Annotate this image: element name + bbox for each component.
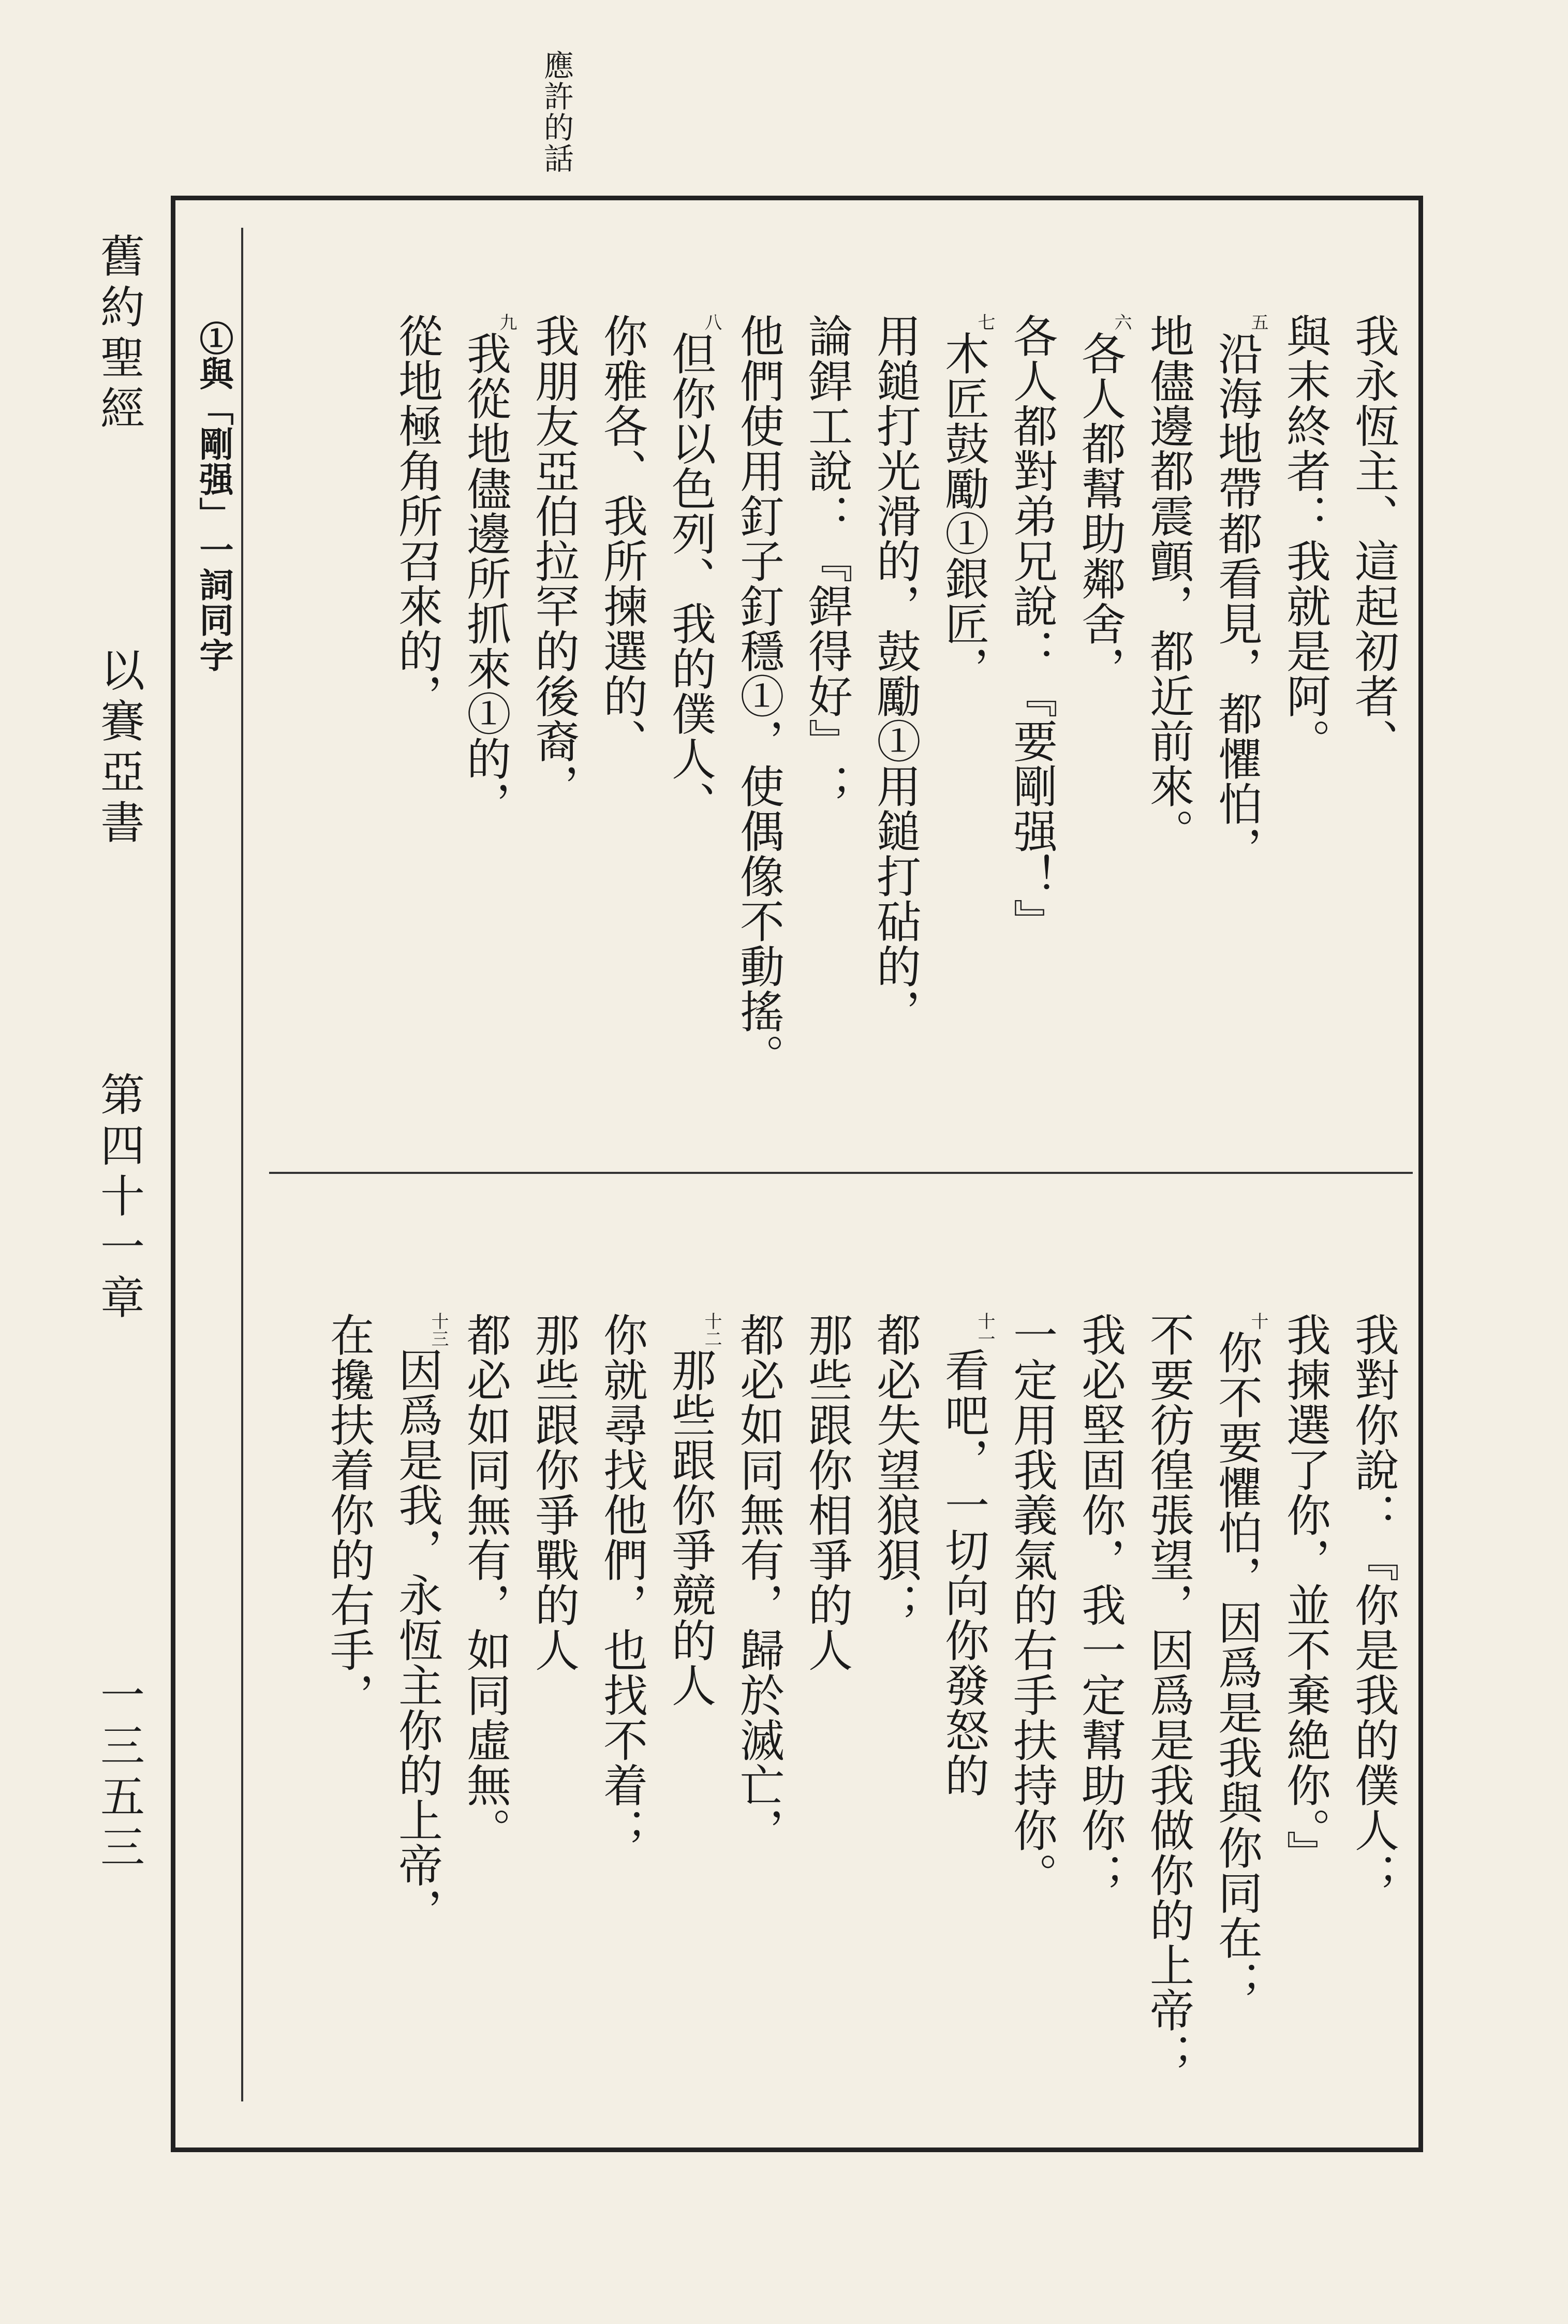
- verse-line: 七木匠鼓勵①銀匠，: [937, 313, 995, 691]
- verse-line: 都必如同無有，如同虛無。: [459, 1312, 511, 1852]
- chapter-label: 第四十一章: [93, 1071, 144, 1325]
- footnote: ①與「剛强」一詞同字: [194, 321, 234, 673]
- verse-line: 十三因爲是我，永恆主你的上帝，: [391, 1312, 449, 1933]
- verse-line: 都必如同無有，歸於滅亡，: [732, 1312, 784, 1852]
- verse-line: 論銲工說：『銲得好』；: [801, 313, 852, 808]
- verse-line: 一定用我義氣的右手扶持你。: [1005, 1312, 1057, 1898]
- section-divider: [269, 1172, 1413, 1174]
- verse-line: 那些跟你相爭的人: [801, 1312, 852, 1672]
- verse-line: 十你不要懼怕，因爲是我與你同在；: [1210, 1312, 1268, 2005]
- verse-line: 我永恆主、這起初者、: [1347, 313, 1399, 763]
- verse-line: 地儘邊都震顫，都近前來。: [1142, 313, 1194, 854]
- verse-line: 你就尋找他們，也找不着；: [596, 1312, 647, 1852]
- verse-line: 從地極角所召來的，: [391, 313, 442, 718]
- verse-line: 與末終者：我就是阿。: [1279, 313, 1330, 763]
- verse-line: 不要彷徨張望，因爲是我做你的上帝；: [1142, 1312, 1194, 2078]
- page-number: 一三五三: [93, 1672, 144, 1875]
- book-title: 舊約聖經: [93, 233, 144, 436]
- verse-line: 都必失望狼狽；: [869, 1312, 921, 1627]
- verse-line: 我朋友亞伯拉罕的後裔，: [527, 313, 579, 808]
- verse-line: 你雅各、我所揀選的、: [596, 313, 647, 763]
- verse-line: 八但你以色列、我的僕人、: [664, 313, 722, 826]
- book-name: 以賽亞書: [93, 647, 144, 850]
- verse-line: 六各人都幫助鄰舍，: [1074, 313, 1132, 691]
- running-head: 應許的話: [539, 50, 574, 174]
- verse-line: 我對你說：『你是我的僕人；: [1347, 1312, 1399, 1898]
- verse-line: 我揀選了你，並不棄絶你。』: [1279, 1312, 1330, 1875]
- verse-line: 在攙扶着你的右手，: [322, 1312, 374, 1717]
- verse-line: 五沿海地帶都看見，都懼怕，: [1210, 313, 1268, 871]
- verse-line: 十一看吧，一切向你發怒的: [937, 1312, 995, 1798]
- verse-line: 用鎚打光滑的，鼓勵①用鎚打砧的，: [869, 313, 921, 1034]
- verse-line: 我必堅固你，我一定幫助你；: [1074, 1312, 1126, 1898]
- verse-line: 那些跟你爭戰的人: [527, 1312, 579, 1672]
- verse-line: 各人都對弟兄說：『要剛强！』: [1005, 313, 1057, 944]
- footnote-divider: [241, 228, 243, 2101]
- verse-line: 九我從地儘邊所抓來①的，: [459, 313, 517, 826]
- verse-line: 他們使用釘子釘穩①，使偶像不動搖。: [732, 313, 784, 1079]
- verse-line: 十二那些跟你爭競的人: [664, 1312, 722, 1708]
